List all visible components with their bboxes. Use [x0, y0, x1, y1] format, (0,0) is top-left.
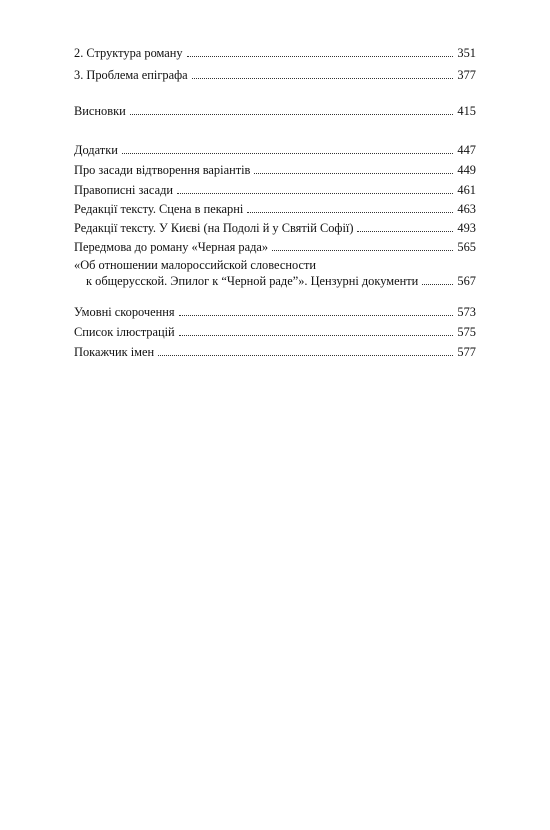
toc-entry-title: Про засади відтворення варіантів	[74, 163, 251, 177]
toc-entry-page: 461	[457, 183, 476, 197]
toc-entry-title: 2. Структура роману	[74, 46, 183, 60]
toc-entry[interactable]	[74, 220, 476, 236]
toc-leader-dots	[122, 153, 454, 154]
toc-entry-title-line1: «Об отношении малороссийской словесности	[74, 258, 317, 272]
toc-leader-dots	[158, 355, 453, 356]
toc-entry-page: 351	[457, 46, 476, 60]
toc-entry[interactable]	[74, 304, 476, 320]
toc-entry[interactable]	[74, 142, 476, 158]
toc-leader-dots	[179, 315, 454, 316]
toc-entry[interactable]	[74, 103, 476, 119]
toc-entry-title: Список ілюстрацій	[74, 325, 175, 339]
toc-leader-dots	[130, 114, 454, 115]
toc-entry-page: 377	[457, 68, 476, 82]
toc-entry-title: к общерусской. Эпилог к “Черной раде”». Цензурні документи	[86, 274, 419, 288]
toc-entry-page: 449	[457, 163, 476, 177]
toc-entry-title: Редакції тексту. У Києві (на Подолі й у Святій Софії)	[74, 221, 354, 235]
toc-entry[interactable]	[74, 239, 476, 255]
toc-leader-dots	[254, 173, 453, 174]
toc-leader-dots	[187, 56, 454, 57]
toc-leader-dots	[179, 335, 454, 336]
toc-entry-page: 565	[457, 240, 476, 254]
toc-entry[interactable]	[74, 67, 476, 83]
toc-leader-dots	[247, 212, 453, 213]
toc-entry-page: 493	[457, 221, 476, 235]
toc-entry[interactable]	[74, 273, 476, 289]
toc-leader-dots	[192, 78, 454, 79]
toc-entry[interactable]	[74, 344, 476, 360]
toc-entry-title: Передмова до роману «Черная рада»	[74, 240, 269, 254]
toc-entry[interactable]	[74, 162, 476, 178]
toc-leader-dots	[177, 193, 453, 194]
toc-entry[interactable]	[74, 45, 476, 61]
toc-entry-page: 415	[457, 104, 476, 118]
toc-entry-title: Умовні скорочення	[74, 305, 175, 319]
toc-entry[interactable]	[74, 201, 476, 217]
toc-entry-title: 3. Проблема епіграфа	[74, 68, 188, 82]
toc-entry-page: 447	[457, 143, 476, 157]
toc-entry-page: 567	[457, 274, 476, 288]
toc-leader-dots	[272, 250, 453, 251]
toc-entry-title: Покажчик імен	[74, 345, 155, 359]
toc-entry[interactable]	[74, 182, 476, 198]
toc-entry-page: 575	[457, 325, 476, 339]
toc-entry[interactable]	[74, 324, 476, 340]
toc-entry-page: 463	[457, 202, 476, 216]
toc-leader-dots	[422, 284, 453, 285]
toc-entry-title: Висновки	[74, 104, 126, 118]
toc-entry-page: 573	[457, 305, 476, 319]
toc-entry-title: Додатки	[74, 143, 118, 157]
toc-entry-page: 577	[457, 345, 476, 359]
toc-entry-title: Правописні засади	[74, 183, 174, 197]
toc-leader-dots	[357, 231, 453, 232]
toc-entry-title: Редакції тексту. Сцена в пекарні	[74, 202, 244, 216]
